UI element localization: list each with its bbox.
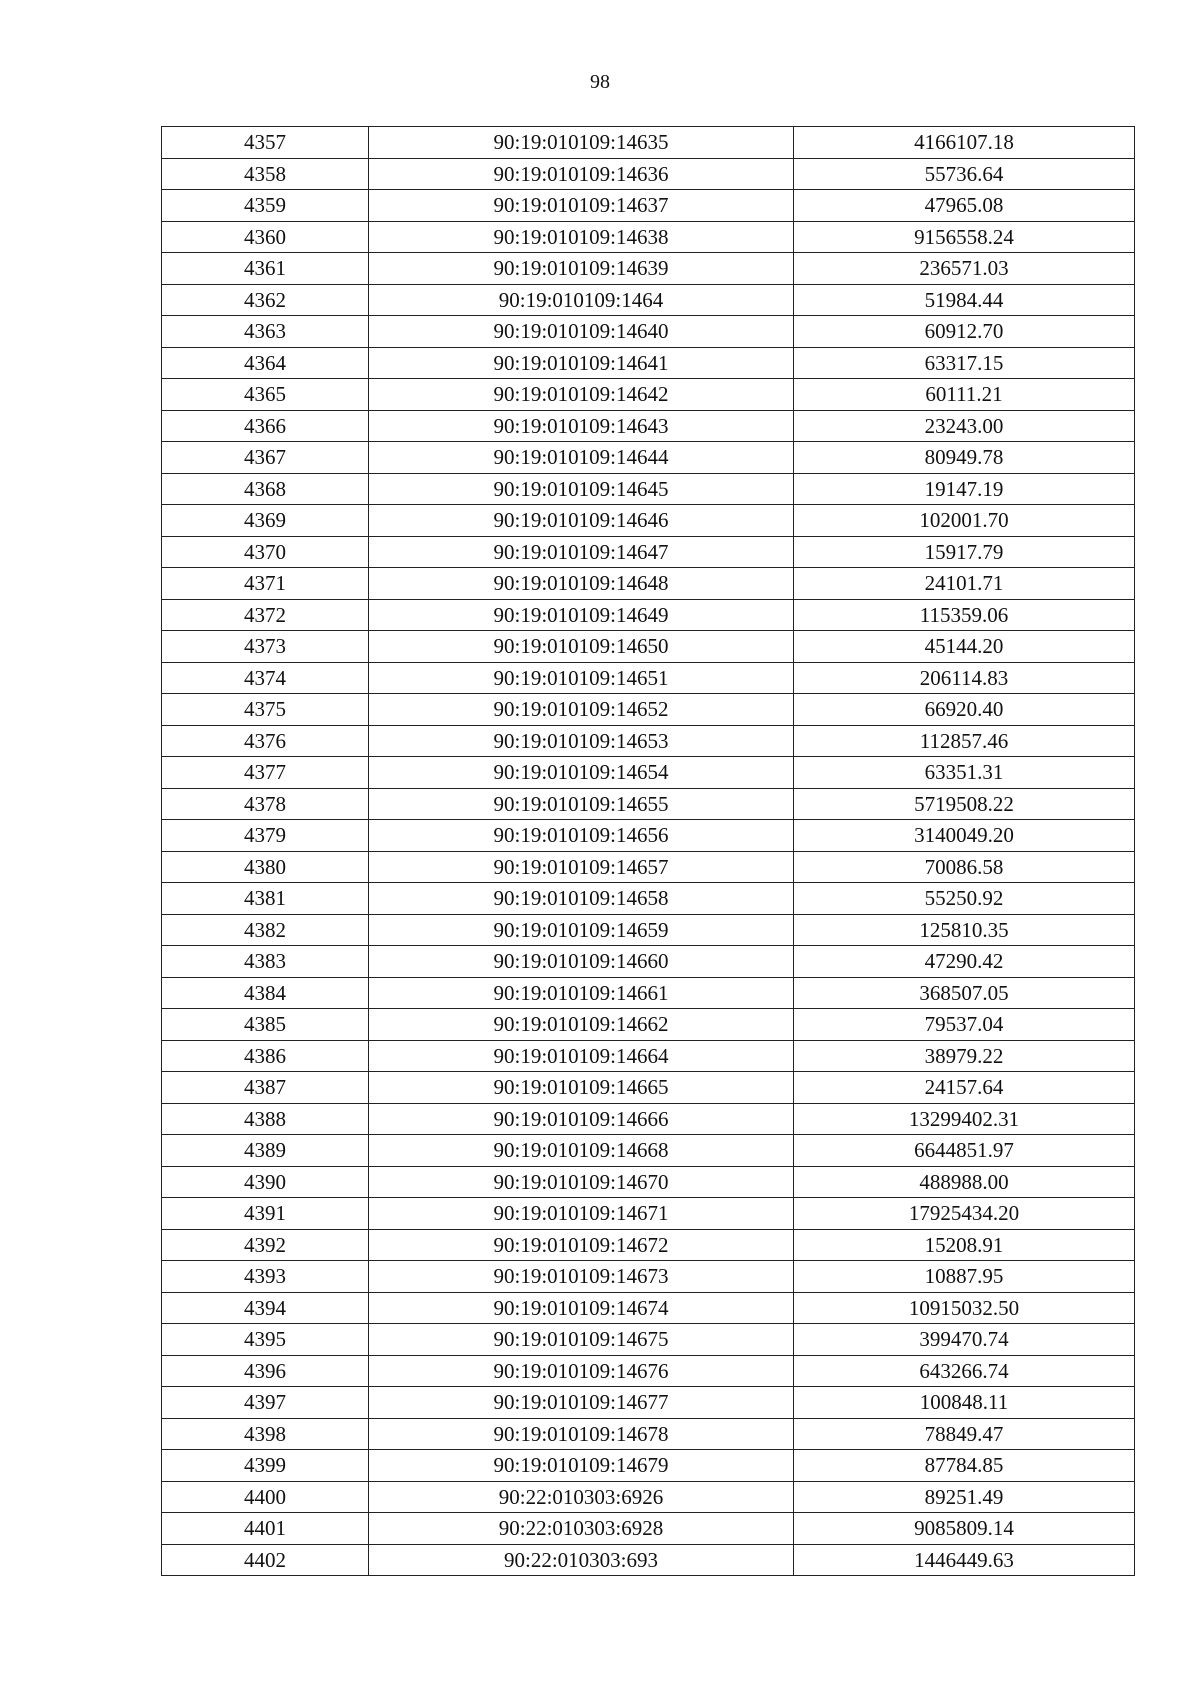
row-number-cell: 4376 (162, 725, 369, 757)
table-row (162, 379, 1135, 411)
table-row (162, 788, 1135, 820)
cadastral-number-cell: 90:19:010109:14646 (369, 505, 794, 537)
table-row (162, 1355, 1135, 1387)
cadastral-number-cell: 90:19:010109:14661 (369, 977, 794, 1009)
value-cell: 80949.78 (794, 442, 1135, 474)
value-cell: 112857.46 (794, 725, 1135, 757)
table-row (162, 473, 1135, 505)
cadastral-number-cell: 90:19:010109:14645 (369, 473, 794, 505)
cadastral-number-cell: 90:19:010109:14678 (369, 1418, 794, 1450)
cadastral-number-cell: 90:19:010109:14655 (369, 788, 794, 820)
table-row (162, 851, 1135, 883)
table-row (162, 631, 1135, 663)
table-row (162, 1481, 1135, 1513)
cadastral-number-cell: 90:19:010109:1464 (369, 284, 794, 316)
row-number-cell: 4401 (162, 1513, 369, 1545)
value-cell: 1446449.63 (794, 1544, 1135, 1576)
table-row (162, 1261, 1135, 1293)
cadastral-number-cell: 90:19:010109:14665 (369, 1072, 794, 1104)
value-cell: 63351.31 (794, 757, 1135, 789)
cadastral-number-cell: 90:19:010109:14637 (369, 190, 794, 222)
row-number-cell: 4397 (162, 1387, 369, 1419)
value-cell: 368507.05 (794, 977, 1135, 1009)
value-cell: 3140049.20 (794, 820, 1135, 852)
row-number-cell: 4357 (162, 127, 369, 159)
row-number-cell: 4379 (162, 820, 369, 852)
row-number-cell: 4400 (162, 1481, 369, 1513)
cadastral-number-cell: 90:19:010109:14657 (369, 851, 794, 883)
table-row (162, 1292, 1135, 1324)
row-number-cell: 4365 (162, 379, 369, 411)
table-row (162, 568, 1135, 600)
row-number-cell: 4385 (162, 1009, 369, 1041)
table-row (162, 725, 1135, 757)
cadastral-number-cell: 90:19:010109:14659 (369, 914, 794, 946)
table-row (162, 914, 1135, 946)
cadastral-number-cell: 90:19:010109:14662 (369, 1009, 794, 1041)
row-number-cell: 4394 (162, 1292, 369, 1324)
value-cell: 24157.64 (794, 1072, 1135, 1104)
table-row (162, 694, 1135, 726)
table-row (162, 505, 1135, 537)
cadastral-number-cell: 90:19:010109:14652 (369, 694, 794, 726)
value-cell: 488988.00 (794, 1166, 1135, 1198)
table-row (162, 1009, 1135, 1041)
cadastral-number-cell: 90:19:010109:14653 (369, 725, 794, 757)
value-cell: 24101.71 (794, 568, 1135, 600)
table-row (162, 158, 1135, 190)
table-row (162, 883, 1135, 915)
cadastral-number-cell: 90:19:010109:14675 (369, 1324, 794, 1356)
cadastral-number-cell: 90:19:010109:14664 (369, 1040, 794, 1072)
row-number-cell: 4358 (162, 158, 369, 190)
table-row (162, 757, 1135, 789)
table-row (162, 1229, 1135, 1261)
cadastral-number-cell: 90:19:010109:14679 (369, 1450, 794, 1482)
cadastral-number-cell: 90:19:010109:14648 (369, 568, 794, 600)
row-number-cell: 4398 (162, 1418, 369, 1450)
value-cell: 17925434.20 (794, 1198, 1135, 1230)
table-row (162, 316, 1135, 348)
table-row (162, 1103, 1135, 1135)
cadastral-number-cell: 90:19:010109:14636 (369, 158, 794, 190)
row-number-cell: 4371 (162, 568, 369, 600)
value-cell: 19147.19 (794, 473, 1135, 505)
cadastral-number-cell: 90:19:010109:14676 (369, 1355, 794, 1387)
row-number-cell: 4387 (162, 1072, 369, 1104)
value-cell: 10915032.50 (794, 1292, 1135, 1324)
row-number-cell: 4384 (162, 977, 369, 1009)
table-row (162, 1166, 1135, 1198)
cadastral-number-cell: 90:19:010109:14642 (369, 379, 794, 411)
row-number-cell: 4399 (162, 1450, 369, 1482)
value-cell: 643266.74 (794, 1355, 1135, 1387)
cadastral-number-cell: 90:19:010109:14677 (369, 1387, 794, 1419)
cadastral-number-cell: 90:19:010109:14651 (369, 662, 794, 694)
row-number-cell: 4360 (162, 221, 369, 253)
row-number-cell: 4369 (162, 505, 369, 537)
table-row (162, 1450, 1135, 1482)
table-body (162, 127, 1135, 1576)
value-cell: 206114.83 (794, 662, 1135, 694)
cadastral-number-cell: 90:19:010109:14673 (369, 1261, 794, 1293)
table-row (162, 1387, 1135, 1419)
cadastral-number-cell: 90:19:010109:14649 (369, 599, 794, 631)
table-row (162, 284, 1135, 316)
cadastral-number-cell: 90:19:010109:14670 (369, 1166, 794, 1198)
table-row (162, 410, 1135, 442)
table-row (162, 1198, 1135, 1230)
value-cell: 115359.06 (794, 599, 1135, 631)
table-row (162, 536, 1135, 568)
value-cell: 87784.85 (794, 1450, 1135, 1482)
row-number-cell: 4382 (162, 914, 369, 946)
value-cell: 38979.22 (794, 1040, 1135, 1072)
cadastral-number-cell: 90:19:010109:14671 (369, 1198, 794, 1230)
value-cell: 55736.64 (794, 158, 1135, 190)
value-cell: 4166107.18 (794, 127, 1135, 159)
table-row (162, 127, 1135, 159)
table-row (162, 599, 1135, 631)
cadastral-number-cell: 90:19:010109:14647 (369, 536, 794, 568)
cadastral-number-cell: 90:19:010109:14644 (369, 442, 794, 474)
table-row (162, 190, 1135, 222)
value-cell: 66920.40 (794, 694, 1135, 726)
row-number-cell: 4370 (162, 536, 369, 568)
row-number-cell: 4389 (162, 1135, 369, 1167)
row-number-cell: 4372 (162, 599, 369, 631)
row-number-cell: 4380 (162, 851, 369, 883)
table-row (162, 253, 1135, 285)
value-cell: 5719508.22 (794, 788, 1135, 820)
row-number-cell: 4368 (162, 473, 369, 505)
row-number-cell: 4362 (162, 284, 369, 316)
cadastral-number-cell: 90:19:010109:14639 (369, 253, 794, 285)
cadastral-number-cell: 90:19:010109:14660 (369, 946, 794, 978)
value-cell: 236571.03 (794, 253, 1135, 285)
value-cell: 60912.70 (794, 316, 1135, 348)
row-number-cell: 4373 (162, 631, 369, 663)
cadastral-number-cell: 90:22:010303:693 (369, 1544, 794, 1576)
table-row (162, 1418, 1135, 1450)
cadastral-number-cell: 90:19:010109:14641 (369, 347, 794, 379)
table-row (162, 820, 1135, 852)
row-number-cell: 4388 (162, 1103, 369, 1135)
row-number-cell: 4359 (162, 190, 369, 222)
value-cell: 47965.08 (794, 190, 1135, 222)
value-cell: 399470.74 (794, 1324, 1135, 1356)
row-number-cell: 4366 (162, 410, 369, 442)
row-number-cell: 4402 (162, 1544, 369, 1576)
row-number-cell: 4364 (162, 347, 369, 379)
cadastral-number-cell: 90:19:010109:14672 (369, 1229, 794, 1261)
cadastral-number-cell: 90:19:010109:14640 (369, 316, 794, 348)
row-number-cell: 4393 (162, 1261, 369, 1293)
cadastral-number-cell: 90:19:010109:14674 (369, 1292, 794, 1324)
cadastral-table (161, 126, 1135, 1576)
row-number-cell: 4395 (162, 1324, 369, 1356)
row-number-cell: 4386 (162, 1040, 369, 1072)
cadastral-number-cell: 90:19:010109:14666 (369, 1103, 794, 1135)
value-cell: 79537.04 (794, 1009, 1135, 1041)
row-number-cell: 4377 (162, 757, 369, 789)
row-number-cell: 4374 (162, 662, 369, 694)
cadastral-number-cell: 90:19:010109:14638 (369, 221, 794, 253)
value-cell: 13299402.31 (794, 1103, 1135, 1135)
cadastral-number-cell: 90:19:010109:14650 (369, 631, 794, 663)
value-cell: 23243.00 (794, 410, 1135, 442)
value-cell: 70086.58 (794, 851, 1135, 883)
cadastral-number-cell: 90:22:010303:6926 (369, 1481, 794, 1513)
value-cell: 78849.47 (794, 1418, 1135, 1450)
table-row (162, 946, 1135, 978)
table-row (162, 1324, 1135, 1356)
table-row (162, 442, 1135, 474)
value-cell: 6644851.97 (794, 1135, 1135, 1167)
value-cell: 51984.44 (794, 284, 1135, 316)
value-cell: 9085809.14 (794, 1513, 1135, 1545)
cadastral-number-cell: 90:19:010109:14668 (369, 1135, 794, 1167)
value-cell: 102001.70 (794, 505, 1135, 537)
row-number-cell: 4392 (162, 1229, 369, 1261)
row-number-cell: 4361 (162, 253, 369, 285)
value-cell: 47290.42 (794, 946, 1135, 978)
table-row (162, 662, 1135, 694)
value-cell: 125810.35 (794, 914, 1135, 946)
table-row (162, 1072, 1135, 1104)
value-cell: 15917.79 (794, 536, 1135, 568)
table-row (162, 347, 1135, 379)
value-cell: 63317.15 (794, 347, 1135, 379)
table-row (162, 1513, 1135, 1545)
table-row (162, 1544, 1135, 1576)
value-cell: 45144.20 (794, 631, 1135, 663)
row-number-cell: 4363 (162, 316, 369, 348)
cadastral-number-cell: 90:19:010109:14654 (369, 757, 794, 789)
cadastral-number-cell: 90:19:010109:14658 (369, 883, 794, 915)
value-cell: 89251.49 (794, 1481, 1135, 1513)
row-number-cell: 4396 (162, 1355, 369, 1387)
table-row (162, 1135, 1135, 1167)
cadastral-number-cell: 90:19:010109:14635 (369, 127, 794, 159)
row-number-cell: 4378 (162, 788, 369, 820)
row-number-cell: 4381 (162, 883, 369, 915)
cadastral-number-cell: 90:22:010303:6928 (369, 1513, 794, 1545)
page-number: 98 (590, 71, 610, 93)
value-cell: 100848.11 (794, 1387, 1135, 1419)
cadastral-number-cell: 90:19:010109:14643 (369, 410, 794, 442)
row-number-cell: 4391 (162, 1198, 369, 1230)
row-number-cell: 4375 (162, 694, 369, 726)
row-number-cell: 4383 (162, 946, 369, 978)
table-row (162, 977, 1135, 1009)
cadastral-number-cell: 90:19:010109:14656 (369, 820, 794, 852)
table-row (162, 221, 1135, 253)
value-cell: 10887.95 (794, 1261, 1135, 1293)
value-cell: 15208.91 (794, 1229, 1135, 1261)
value-cell: 9156558.24 (794, 221, 1135, 253)
row-number-cell: 4367 (162, 442, 369, 474)
value-cell: 60111.21 (794, 379, 1135, 411)
value-cell: 55250.92 (794, 883, 1135, 915)
table-row (162, 1040, 1135, 1072)
row-number-cell: 4390 (162, 1166, 369, 1198)
